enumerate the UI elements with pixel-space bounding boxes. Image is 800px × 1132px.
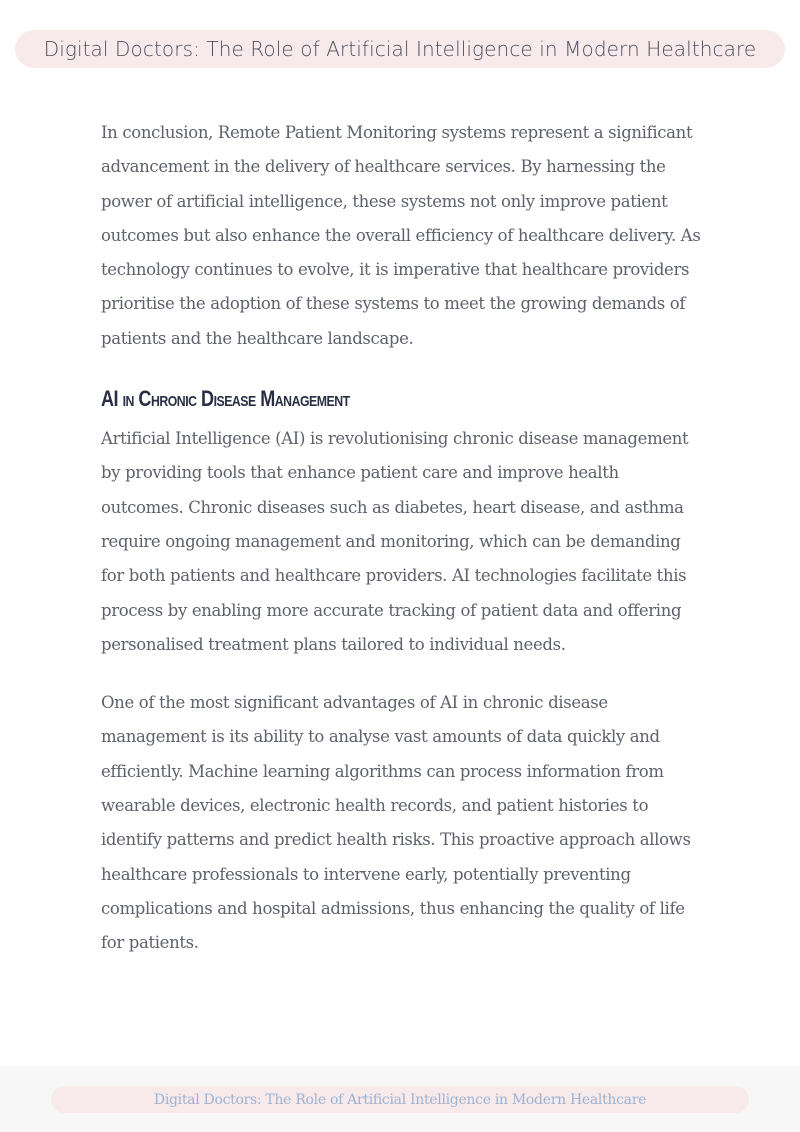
header-title: Digital Doctors: The Role of Artificial Intelligence in Modern Healthcare (43, 37, 757, 61)
section-heading: AI in Chronic Disease Management (101, 386, 350, 412)
body-paragraph: Artificial Intelligence (AI) is revolutionising chronic disease management by providing tools that enhance patient care and improve health outcomes. Chronic diseases such as diabetes, heart disease, and asthma require ongoing management and monitoring, which can be demanding for both patients and healthcare providers. AI technologies facilitate this process by enabling more accurate tracking of patient data and offering personalised treatment plans tailored to individual needs. (101, 429, 689, 654)
footer-title: Digital Doctors: The Role of Artificial Intelligence in Modern Healthcare (153, 1091, 647, 1108)
body-paragraph: In conclusion, Remote Patient Monitoring systems represent a significant advancement in the delivery of healthcare services. By harnessing the power of artificial intelligence, these systems not only improve patient outcomes but also enhance the overall efficiency of healthcare delivery. As technology continues to evolve, it is imperative that healthcare providers prioritise the adoption of these systems to meet the growing demands of patients and the healthcare landscape. (101, 123, 701, 348)
body-paragraph: One of the most significant advantages of AI in chronic disease management is its ability to analyse vast amounts of data quickly and efficiently. Machine learning algorithms can process information from wearable devices, electronic health records, and patient histories to identify patterns and predict health risks. This proactive approach allows healthcare professionals to intervene early, potentially preventing complications and hospital admissions, thus enhancing the quality of life for patients. (101, 693, 691, 953)
page-header (15, 30, 785, 68)
page-body (101, 116, 701, 961)
footer-banner (51, 1086, 749, 1113)
